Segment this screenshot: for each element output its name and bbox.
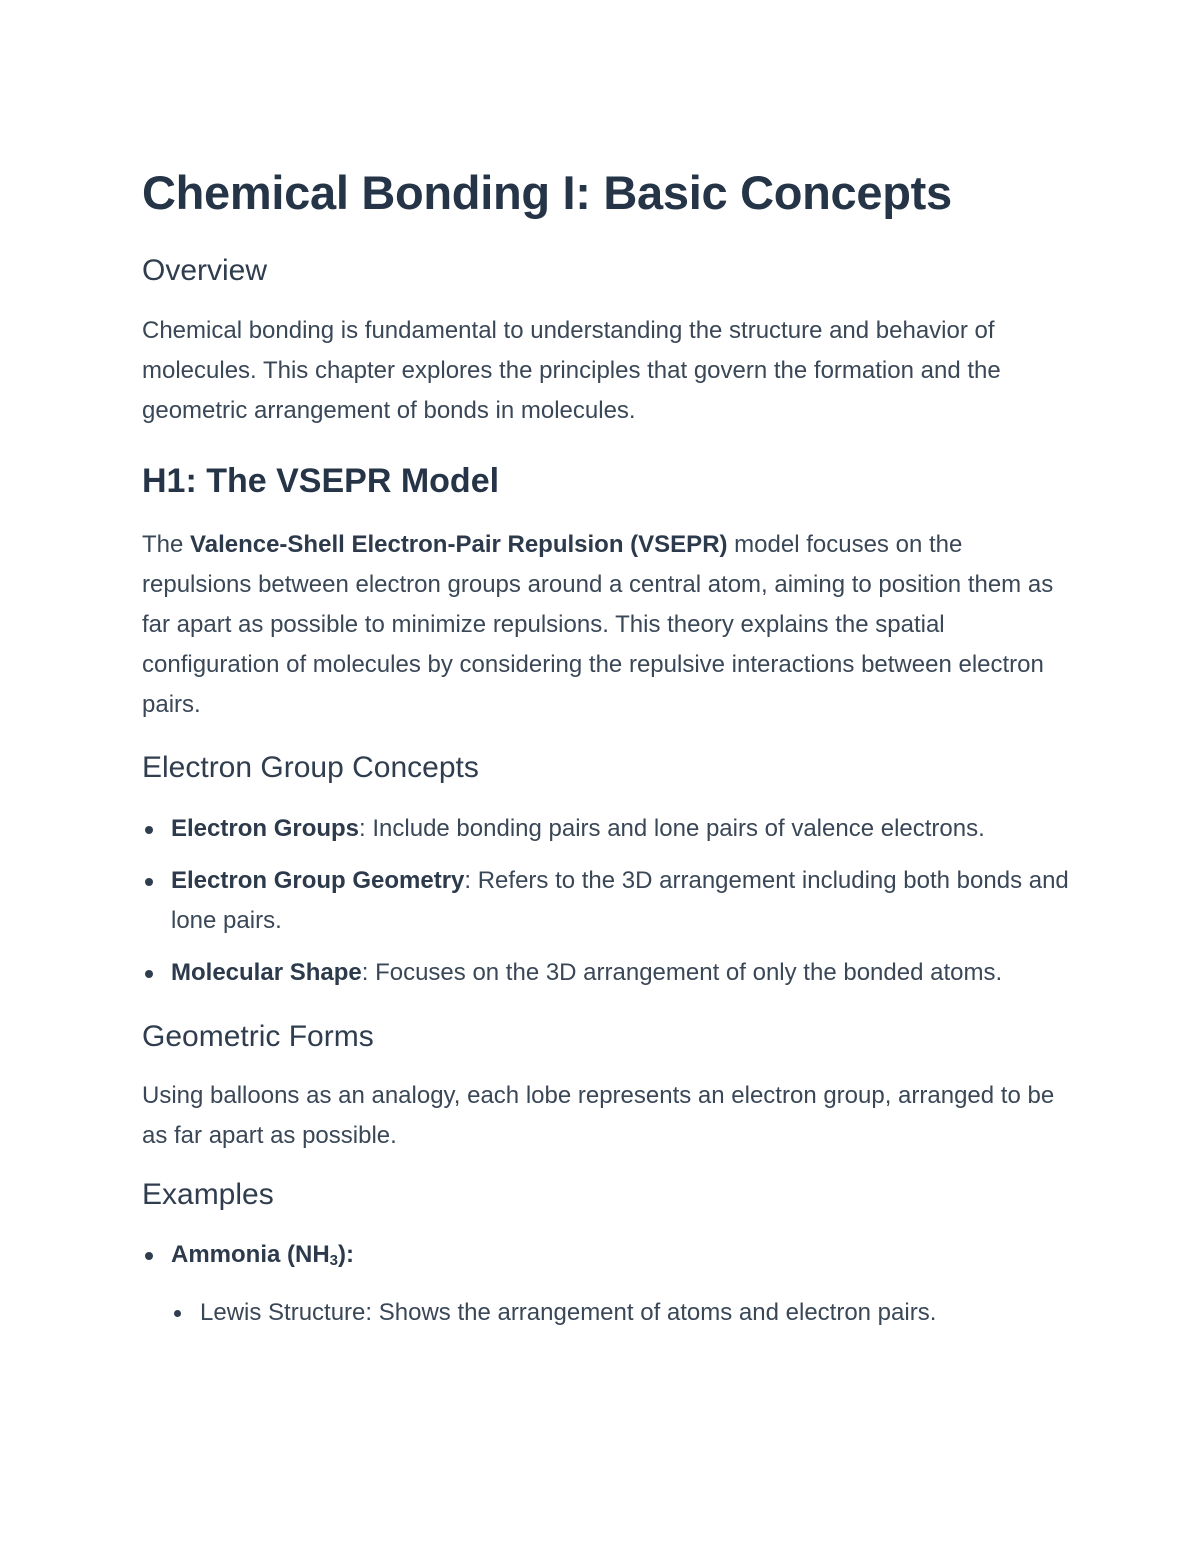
list-item-term: Molecular Shape [171,959,362,986]
vsepr-bold-term: Valence-Shell Electron-Pair Repulsion (VSEPR) [190,531,728,558]
list-item-text: : Focuses on the 3D arrangement of only the bonded atoms. [361,959,1003,986]
list-item-text: : Include bonding pairs and lone pairs of valence electrons. [359,815,985,842]
ammonia-label [171,1241,354,1268]
ammonia-subscript: 3 [329,1252,339,1269]
ammonia-sub-list [142,1293,1072,1333]
list-item [142,953,1072,993]
vsepr-paragraph [142,525,1072,725]
overview-heading: Overview [142,254,268,287]
examples-heading: Examples [142,1178,274,1211]
list-item-text: : Refers to the 3D arrangement including both bonds and lone pairs. [171,867,1069,934]
list-item-term: Electron Group Geometry [171,867,465,894]
vsepr-heading: H1: The VSEPR Model [142,462,500,500]
electron-group-heading: Electron Group Concepts [142,751,479,784]
overview-paragraph: Chemical bonding is fundamental to understanding the structure and behavior of molecules. This chapter explores the principles that govern the formation and the geometric arrangement of bonds in molecules. [142,317,1001,424]
list-item-ammonia [142,1235,1072,1281]
document-page [142,160,1072,1333]
document-title: Chemical Bonding I: Basic Concepts [142,166,952,219]
geometric-forms-heading: Geometric Forms [142,1020,374,1053]
electron-group-list [142,809,1072,993]
vsepr-text-suffix: model focuses on the repulsions between electron groups around a central atom, aiming to position them as far apart as possible to minimize repulsions. This theory explains the spatial configuration of molecules by considering the repulsive interactions between electron pairs. [142,531,1054,718]
list-item-term: Electron Groups [171,815,360,842]
examples-list [142,1235,1072,1281]
ammonia-label-text: Ammonia (NH [171,1241,330,1268]
list-item [142,861,1072,941]
sub-list-item: Lewis Structure: Shows the arrangement of atoms and electron pairs. [142,1293,1072,1333]
vsepr-text-prefix: The [142,531,191,558]
list-item [142,809,1072,849]
geometric-forms-paragraph: Using balloons as an analogy, each lobe represents an electron group, arranged to be as far apart as possible. [142,1082,1055,1149]
ammonia-label-suffix: ): [338,1241,354,1268]
